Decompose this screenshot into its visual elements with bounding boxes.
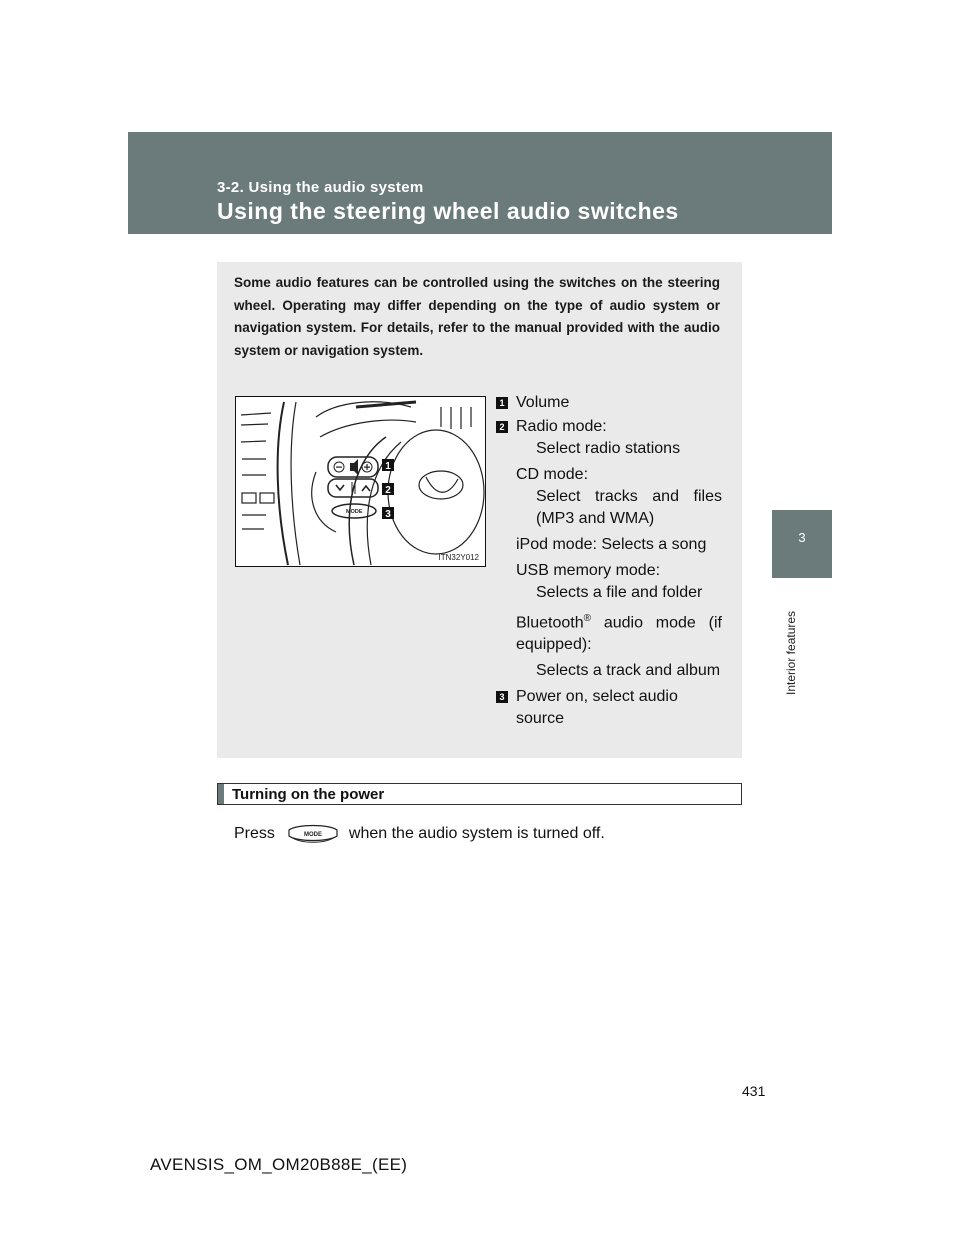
- list-item-mode-select: [496, 416, 722, 682]
- badge-1: 1: [496, 397, 508, 409]
- subsection-header: [217, 783, 742, 805]
- footer-code: AVENSIS_OM_OM20B88E_(EE): [150, 1155, 408, 1174]
- svg-text:2: 2: [385, 485, 391, 496]
- svg-text:MODE: MODE: [303, 832, 322, 838]
- bt-label-post: audio mode (if equipped):: [516, 614, 722, 654]
- mode-button-icon: [287, 822, 339, 846]
- radio-mode-label: Radio mode:: [516, 418, 607, 435]
- badge-3: 3: [496, 691, 508, 703]
- radio-mode-desc: Select radio stations: [536, 440, 681, 457]
- badge-2: 2: [496, 421, 508, 433]
- svg-text:MODE: MODE: [346, 509, 363, 515]
- cd-mode-desc: Select tracks and files (MP3 and WMA): [536, 488, 722, 527]
- chapter-label: Interior features: [784, 610, 798, 695]
- subsection-title: Turning on the power: [232, 786, 385, 803]
- bt-label-pre: Bluetooth: [516, 614, 584, 632]
- steering-wheel-drawing: [236, 397, 485, 566]
- figure-code: ITN32Y012: [438, 553, 479, 562]
- chapter-tab: [772, 510, 832, 578]
- page-title: Using the steering wheel audio switches: [217, 198, 679, 224]
- volume-label: Volume: [516, 394, 570, 411]
- cd-mode-label: CD mode:: [516, 466, 589, 483]
- intro-text: Some audio features can be controlled using the switches on the steering wheel. Operating may differ depending on the type of audio system or navigation system. For details, refer to the manual provided with the audio system or navigation system.: [234, 275, 720, 358]
- press-instruction: [234, 822, 605, 846]
- press-prefix: Press: [234, 825, 275, 842]
- bluetooth-mode-desc: Selects a track and album: [536, 662, 721, 680]
- ipod-mode: iPod mode: Selects a song: [516, 536, 707, 553]
- bluetooth-mode-label: [516, 608, 722, 656]
- section-label: 3-2. Using the audio system: [217, 179, 424, 196]
- registered-mark: ®: [583, 613, 591, 624]
- press-suffix: when the audio system is turned off.: [348, 825, 605, 842]
- switch-list: [496, 392, 722, 732]
- chapter-number: 3: [798, 530, 806, 545]
- list-item-volume: [496, 392, 722, 414]
- svg-text:3: 3: [385, 509, 391, 520]
- list-item-power: [496, 686, 722, 730]
- usb-mode-desc: Selects a file and folder: [536, 584, 703, 601]
- svg-text:1: 1: [385, 461, 391, 472]
- usb-mode-label: USB memory mode:: [516, 562, 661, 579]
- power-label: Power on, select audio source: [516, 688, 678, 728]
- steering-wheel-illustration: [235, 396, 486, 567]
- page-number: 431: [742, 1083, 766, 1099]
- subsection-accent: [218, 784, 224, 804]
